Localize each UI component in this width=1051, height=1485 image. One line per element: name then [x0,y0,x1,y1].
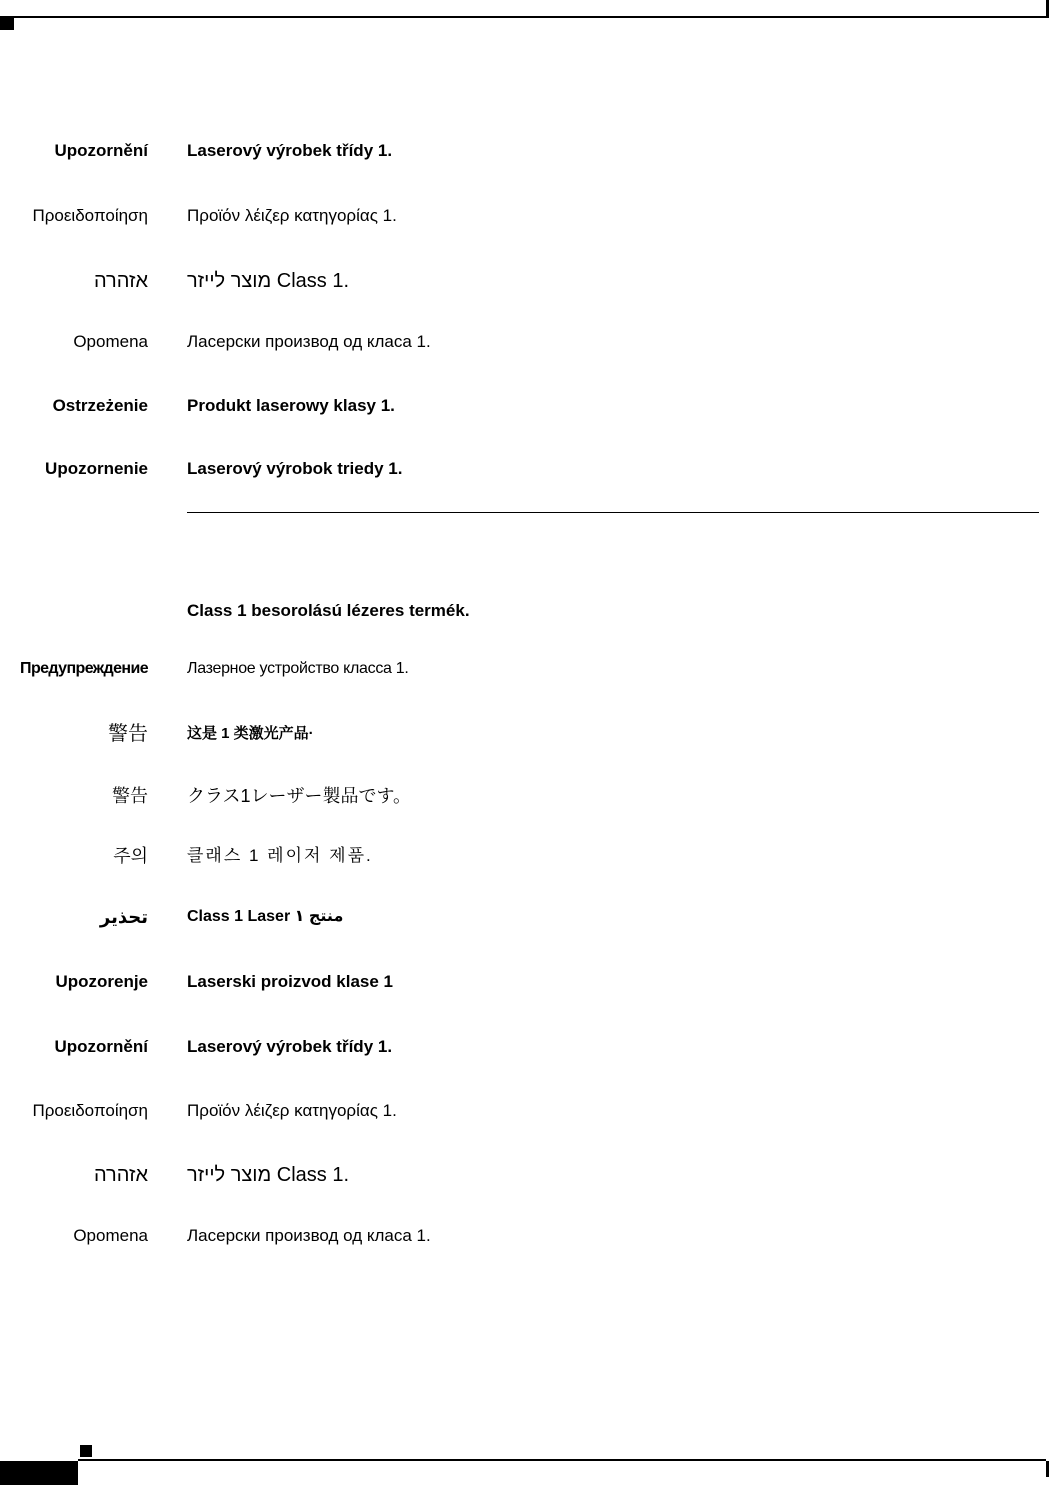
warning-row-czech [0,136,1051,166]
warning-text: Laserski proizvod klase 1 [187,972,393,991]
warning-row-greek-2 [0,1096,1051,1126]
warning-label: Προειδοποίηση [32,206,148,225]
top-corner-mark [0,18,14,30]
warning-label: 警告 [112,786,148,806]
warning-row-greek [0,201,1051,231]
warning-label: Opomena [73,1226,148,1245]
warning-label: אזהרה [93,1164,148,1186]
warning-text: Ласерски производ од класа 1. [187,1226,431,1245]
warning-text: منتج ١ Class 1 Laser [187,908,344,925]
warning-label: تحذير [99,907,148,927]
warning-label: 주의 [113,846,148,866]
warning-text: Laserový výrobek třídy 1. [187,1037,393,1056]
warning-text: Produkt laserowy klasy 1. [187,396,395,415]
warning-label: Предупреждение [20,660,148,677]
warning-row-russian [0,654,1051,684]
warning-label: אזהרה [93,270,148,292]
warning-text: Ласерски производ од класа 1. [187,332,431,351]
warning-row-japanese [0,781,1051,811]
warning-row-hungarian [0,596,1051,626]
top-rule [0,16,1046,18]
warning-label: Upozorenje [55,972,148,991]
warning-row-chinese [0,719,1051,749]
warning-label: Ostrzeżenie [52,396,148,415]
warning-row-korean [0,841,1051,871]
warning-text: Лазерное устройство класса 1. [187,660,409,677]
warning-text: Προϊόν λέιζερ κατηγορίας 1. [187,1101,397,1120]
warning-label: Opomena [73,332,148,351]
bottom-rule-end-tick [1046,1461,1049,1477]
warning-label: Upozornění [54,141,148,160]
warning-label: Upozornění [54,1037,148,1056]
warning-text: 这是 1 类激光产品· [187,725,314,742]
bottom-rule [78,1459,1046,1461]
top-rule-end-tick [1046,0,1049,18]
warning-row-macedonian [0,327,1051,357]
warning-row-czech-2 [0,1032,1051,1062]
warning-label: 警告 [108,723,148,745]
bottom-corner-mark [80,1445,92,1457]
warning-text: מוצר לייזר Class 1. [187,270,350,292]
warning-text: クラス1レーザー製品です。 [187,786,412,806]
page-number-tab [0,1461,78,1485]
warning-row-hebrew-2 [0,1160,1051,1190]
warning-text: Laserový výrobek třídy 1. [187,141,393,160]
warning-row-slovak [0,454,1051,484]
warning-row-arabic [0,902,1051,932]
warning-text: Class 1 besorolású lézeres termék. [187,601,470,620]
warning-row-polish [0,391,1051,421]
warning-text: Προϊόν λέιζερ κατηγορίας 1. [187,206,397,225]
warning-row-croatian [0,967,1051,997]
warning-row-macedonian-2 [0,1221,1051,1251]
warning-text: 클래스 1 레이저 제품. [187,846,373,865]
warning-label: Upozornenie [45,459,148,478]
warning-label: Προειδοποίηση [32,1101,148,1120]
warning-text: מוצר לייזר Class 1. [187,1164,350,1186]
warning-row-hebrew [0,266,1051,296]
section-divider [187,512,1039,513]
warning-text: Laserový výrobok triedy 1. [187,459,403,478]
